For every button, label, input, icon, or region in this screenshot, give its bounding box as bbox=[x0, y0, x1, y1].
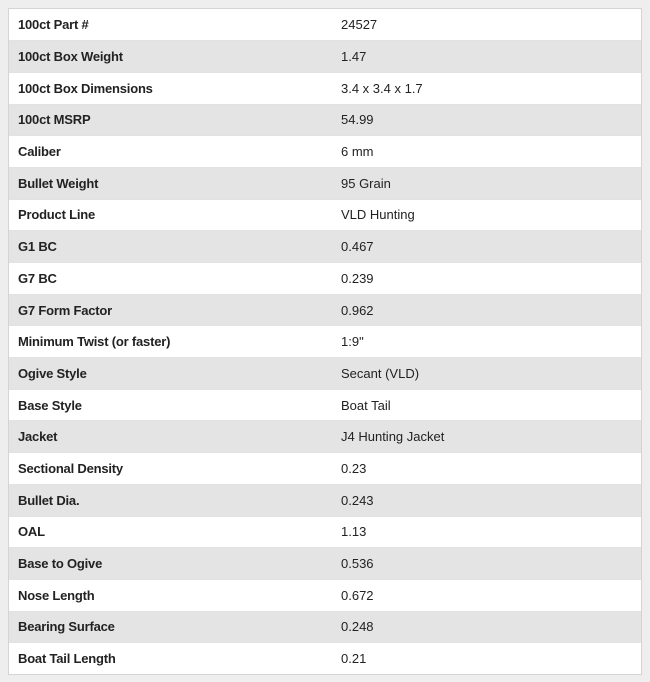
table-row bbox=[9, 326, 641, 358]
spec-value: 0.467 bbox=[333, 231, 641, 263]
table-row bbox=[9, 453, 641, 485]
spec-table-body bbox=[9, 9, 641, 674]
table-row bbox=[9, 104, 641, 136]
table-row bbox=[9, 611, 641, 643]
spec-label: 100ct MSRP bbox=[9, 104, 333, 136]
table-row bbox=[9, 294, 641, 326]
table-row bbox=[9, 263, 641, 295]
spec-value: 1:9" bbox=[333, 326, 641, 358]
spec-label: Product Line bbox=[9, 199, 333, 231]
table-row bbox=[9, 484, 641, 516]
table-row bbox=[9, 231, 641, 263]
spec-label: Boat Tail Length bbox=[18, 651, 116, 667]
spec-value: Boat Tail bbox=[333, 389, 641, 421]
spec-value: 0.962 bbox=[333, 294, 641, 326]
spec-value: 0.248 bbox=[333, 611, 641, 643]
spec-value: 0.536 bbox=[333, 548, 641, 580]
spec-value: 3.4 x 3.4 x 1.7 bbox=[333, 72, 641, 104]
spec-value: 0.21 bbox=[341, 651, 367, 667]
table-row bbox=[9, 358, 641, 390]
spec-label: 100ct Part # bbox=[9, 9, 333, 41]
spec-label: Caliber bbox=[9, 136, 333, 168]
spec-value: 0.243 bbox=[333, 484, 641, 516]
spec-value: 6 mm bbox=[333, 136, 641, 168]
spec-label: G7 BC bbox=[9, 263, 333, 295]
spec-table bbox=[9, 9, 641, 674]
spec-label: Bullet Dia. bbox=[9, 484, 333, 516]
spec-label: G7 Form Factor bbox=[9, 294, 333, 326]
spec-value: 0.672 bbox=[333, 579, 641, 611]
spec-value: 95 Grain bbox=[333, 167, 641, 199]
spec-value: 1.47 bbox=[333, 41, 641, 73]
spec-label: Base Style bbox=[9, 389, 333, 421]
spec-label: Nose Length bbox=[9, 579, 333, 611]
spec-value: 1.13 bbox=[333, 516, 641, 548]
spec-label: G1 BC bbox=[9, 231, 333, 263]
table-row bbox=[9, 643, 641, 675]
table-row bbox=[9, 9, 641, 41]
spec-label: Minimum Twist (or faster) bbox=[9, 326, 333, 358]
spec-value: 54.99 bbox=[333, 104, 641, 136]
spec-value: Secant (VLD) bbox=[333, 358, 641, 390]
table-row bbox=[9, 167, 641, 199]
spec-label: 100ct Box Weight bbox=[9, 41, 333, 73]
spec-label: Base to Ogive bbox=[9, 548, 333, 580]
table-row bbox=[9, 421, 641, 453]
spec-label: Ogive Style bbox=[9, 358, 333, 390]
spec-value: 0.239 bbox=[333, 263, 641, 295]
spec-label: Sectional Density bbox=[9, 453, 333, 485]
spec-value: 24527 bbox=[333, 9, 641, 41]
spec-label: 100ct Box Dimensions bbox=[9, 72, 333, 104]
spec-value: J4 Hunting Jacket bbox=[333, 421, 641, 453]
table-row bbox=[9, 516, 641, 548]
table-row bbox=[9, 136, 641, 168]
table-row bbox=[9, 72, 641, 104]
spec-label: Bullet Weight bbox=[9, 167, 333, 199]
table-row bbox=[9, 41, 641, 73]
table-row bbox=[9, 389, 641, 421]
spec-value: 0.23 bbox=[333, 453, 641, 485]
spec-table-container bbox=[8, 8, 642, 675]
table-row bbox=[9, 199, 641, 231]
spec-label: Bearing Surface bbox=[9, 611, 333, 643]
table-row bbox=[9, 579, 641, 611]
spec-value: VLD Hunting bbox=[333, 199, 641, 231]
spec-label: Jacket bbox=[9, 421, 333, 453]
spec-label: OAL bbox=[9, 516, 333, 548]
table-row bbox=[9, 548, 641, 580]
